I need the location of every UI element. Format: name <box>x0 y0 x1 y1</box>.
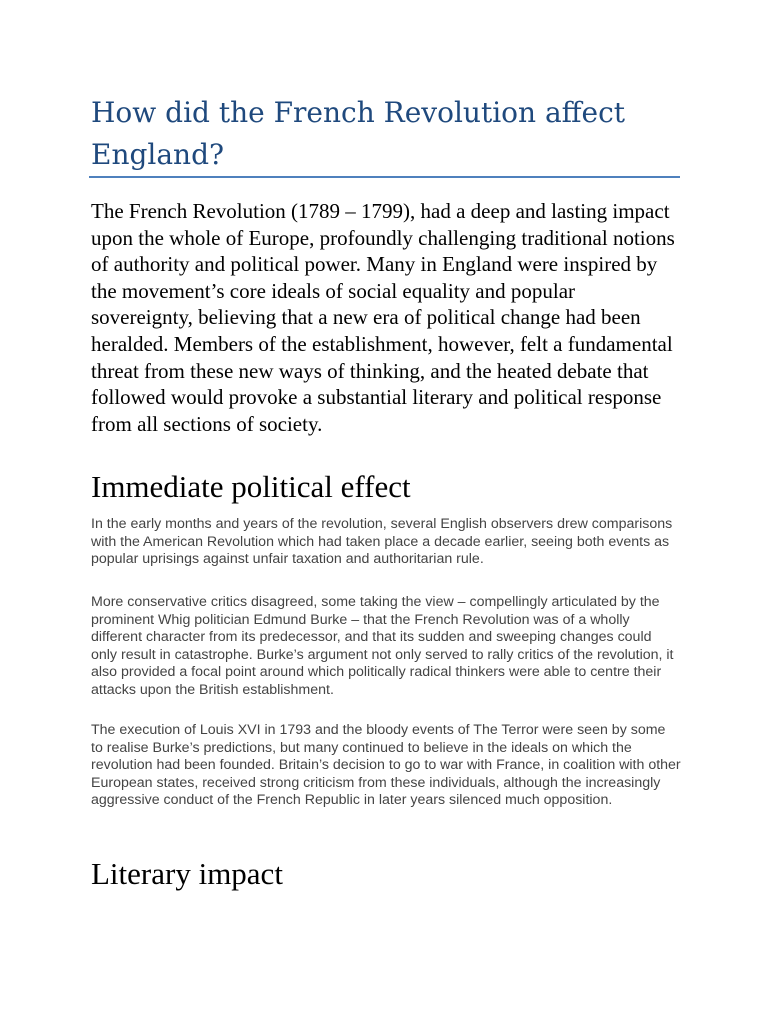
title-underline <box>89 176 680 178</box>
intro-paragraph: The French Revolution (1789 – 1799), had a deep and lasting impact upon the whole of Europe, profoundly challenging traditional notions of authority and political power. Many in England were inspired by the movement’s core ideals of social equality and popular sovereignty, believing that a new era of political change had been heralded. Members of the establishment, however, felt a fundamental threat from these new ways of thinking, and the heated debate that followed would provoke a substantial literary and political response from all sections of society. <box>91 199 675 436</box>
section-paragraph: In the early months and years of the revolution, several English observers drew comparisons with the American Revolution which had taken place a decade earlier, seeing both events as popular uprisings against unfair taxation and authoritarian rule. <box>91 516 673 568</box>
section-paragraph: The execution of Louis XVI in 1793 and the bloody events of The Terror were seen by some to realise Burke’s predictions, but many continued to believe in the ideals on which the revolution had been founded. Britain’s decision to go to war with France, in coalition with other European states, received strong criticism from these individuals, although the increasingly aggressive conduct of the French Republic in later years silenced much opposition. <box>91 722 681 809</box>
section-heading-literary-impact: Literary impact <box>91 856 283 891</box>
page-title: How did the French Revolution affect England? <box>91 96 626 171</box>
section-paragraph: More conservative critics disagreed, some taking the view – compellingly articulated by the prominent Whig politician Edmund Burke – that the French Revolution was of a wholly different character from its predecessor, and that its sudden and sweeping changes could only result in catastrophe. Burke’s argument not only served to rally critics of the revolution, it also provided a focal point around which politically radical thinkers were able to centre their attacks upon the British establishment. <box>91 594 674 698</box>
section-heading-immediate-political-effect: Immediate political effect <box>91 469 411 504</box>
